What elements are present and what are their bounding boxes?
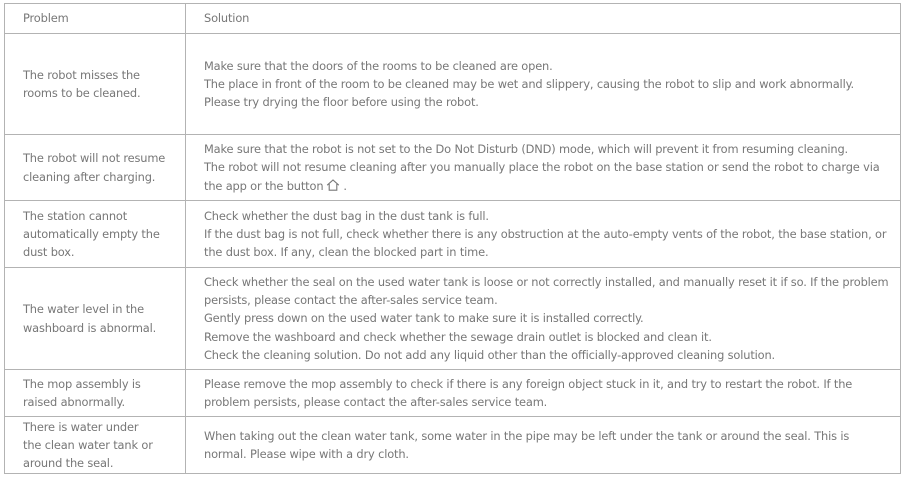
- solution-text: The place in front of the room to be cleaned may be wet and slippery, causing the robot to slip and work abnormally.: [204, 76, 855, 91]
- problem-cell: [5, 417, 186, 473]
- solution-cell: [186, 135, 900, 200]
- solution-text: problem persists, please contact the after-sales service team.: [204, 395, 548, 409]
- problem-text: The station cannot: [23, 208, 128, 223]
- home-icon: [326, 179, 340, 191]
- problem-cell: [5, 34, 186, 134]
- solution-text: When taking out the clean water tank, some water in the pipe may be left under the tank or around the seal. This is: [204, 428, 850, 443]
- solution-text: Make sure that the robot is not set to the Do Not Disturb (DND) mode, which will prevent it from resuming cleaning.: [204, 142, 849, 157]
- problem-text: washboard is abnormal.: [23, 320, 157, 335]
- header-problem-label: Problem: [23, 11, 69, 26]
- problem-text: rooms to be cleaned.: [23, 86, 141, 100]
- problem-text: The robot misses the: [23, 67, 140, 82]
- problem-text: The water level in the: [23, 302, 144, 317]
- header-problem: [5, 4, 186, 33]
- header-solution: [186, 4, 900, 33]
- problem-text: cleaning after charging.: [23, 169, 156, 184]
- troubleshooting-table: [4, 3, 901, 474]
- solution-text: Check whether the seal on the used water tank is loose or not correctly installed, and manually reset it if so. If the problem: [204, 274, 889, 289]
- solution-cell: [186, 201, 900, 267]
- problem-text: The mop assembly is: [23, 376, 141, 391]
- problem-text: raised abnormally.: [23, 395, 125, 409]
- solution-text: the dust box. If any, clean the blocked part in time.: [204, 245, 489, 260]
- problem-text: There is water under: [23, 419, 139, 434]
- problem-cell: [5, 268, 186, 369]
- solution-text: Gently press down on the used water tank to make sure it is installed correctly.: [204, 311, 644, 326]
- solution-text: Check whether the dust bag in the dust tank is full.: [204, 208, 489, 223]
- solution-cell: [186, 34, 900, 134]
- problem-text: The robot will not resume: [23, 151, 166, 166]
- table-row: [5, 416, 900, 473]
- table-row: [5, 33, 900, 134]
- problem-cell: [5, 135, 186, 200]
- solution-cell: [186, 370, 900, 416]
- solution-text: Please try drying the floor before using the robot.: [204, 95, 479, 110]
- solution-text: The robot will not resume cleaning after you manually place the robot on the base station or send the robot to charge via: [204, 160, 880, 175]
- table-header-row: [5, 4, 900, 33]
- solution-suffix: .: [343, 178, 347, 193]
- solution-text: the app or the button: [204, 178, 324, 193]
- problem-text: dust box.: [23, 245, 75, 260]
- solution-text: Please remove the mop assembly to check if there is any foreign object stuck in it, and try to restart the robot. If the: [204, 376, 853, 391]
- problem-cell: [5, 201, 186, 267]
- solution-text: normal. Please wipe with a dry cloth.: [204, 447, 409, 461]
- solution-text: persists, please contact the after-sales service team.: [204, 293, 498, 308]
- solution-text: Remove the washboard and check whether the sewage drain outlet is blocked and clean it.: [204, 329, 712, 344]
- solution-text: If the dust bag is not full, check whether there is any obstruction at the auto-empty vents of the robot, the base station, or: [204, 226, 887, 241]
- solution-cell: [186, 417, 900, 473]
- table-row: [5, 369, 900, 416]
- solution-text: Check the cleaning solution. Do not add any liquid other than the officially-approved cleaning solution.: [204, 347, 776, 362]
- table-row: [5, 267, 900, 369]
- table-row: [5, 200, 900, 267]
- solution-text: Make sure that the doors of the rooms to be cleaned are open.: [204, 58, 553, 73]
- solution-text-with-icon: [204, 177, 890, 195]
- solution-cell: [186, 268, 900, 369]
- problem-text: around the seal.: [23, 456, 114, 471]
- header-solution-label: Solution: [204, 11, 250, 26]
- table-row: [5, 134, 900, 200]
- problem-text: the clean water tank or: [23, 437, 153, 452]
- problem-cell: [5, 370, 186, 416]
- problem-text: automatically empty the: [23, 226, 160, 241]
